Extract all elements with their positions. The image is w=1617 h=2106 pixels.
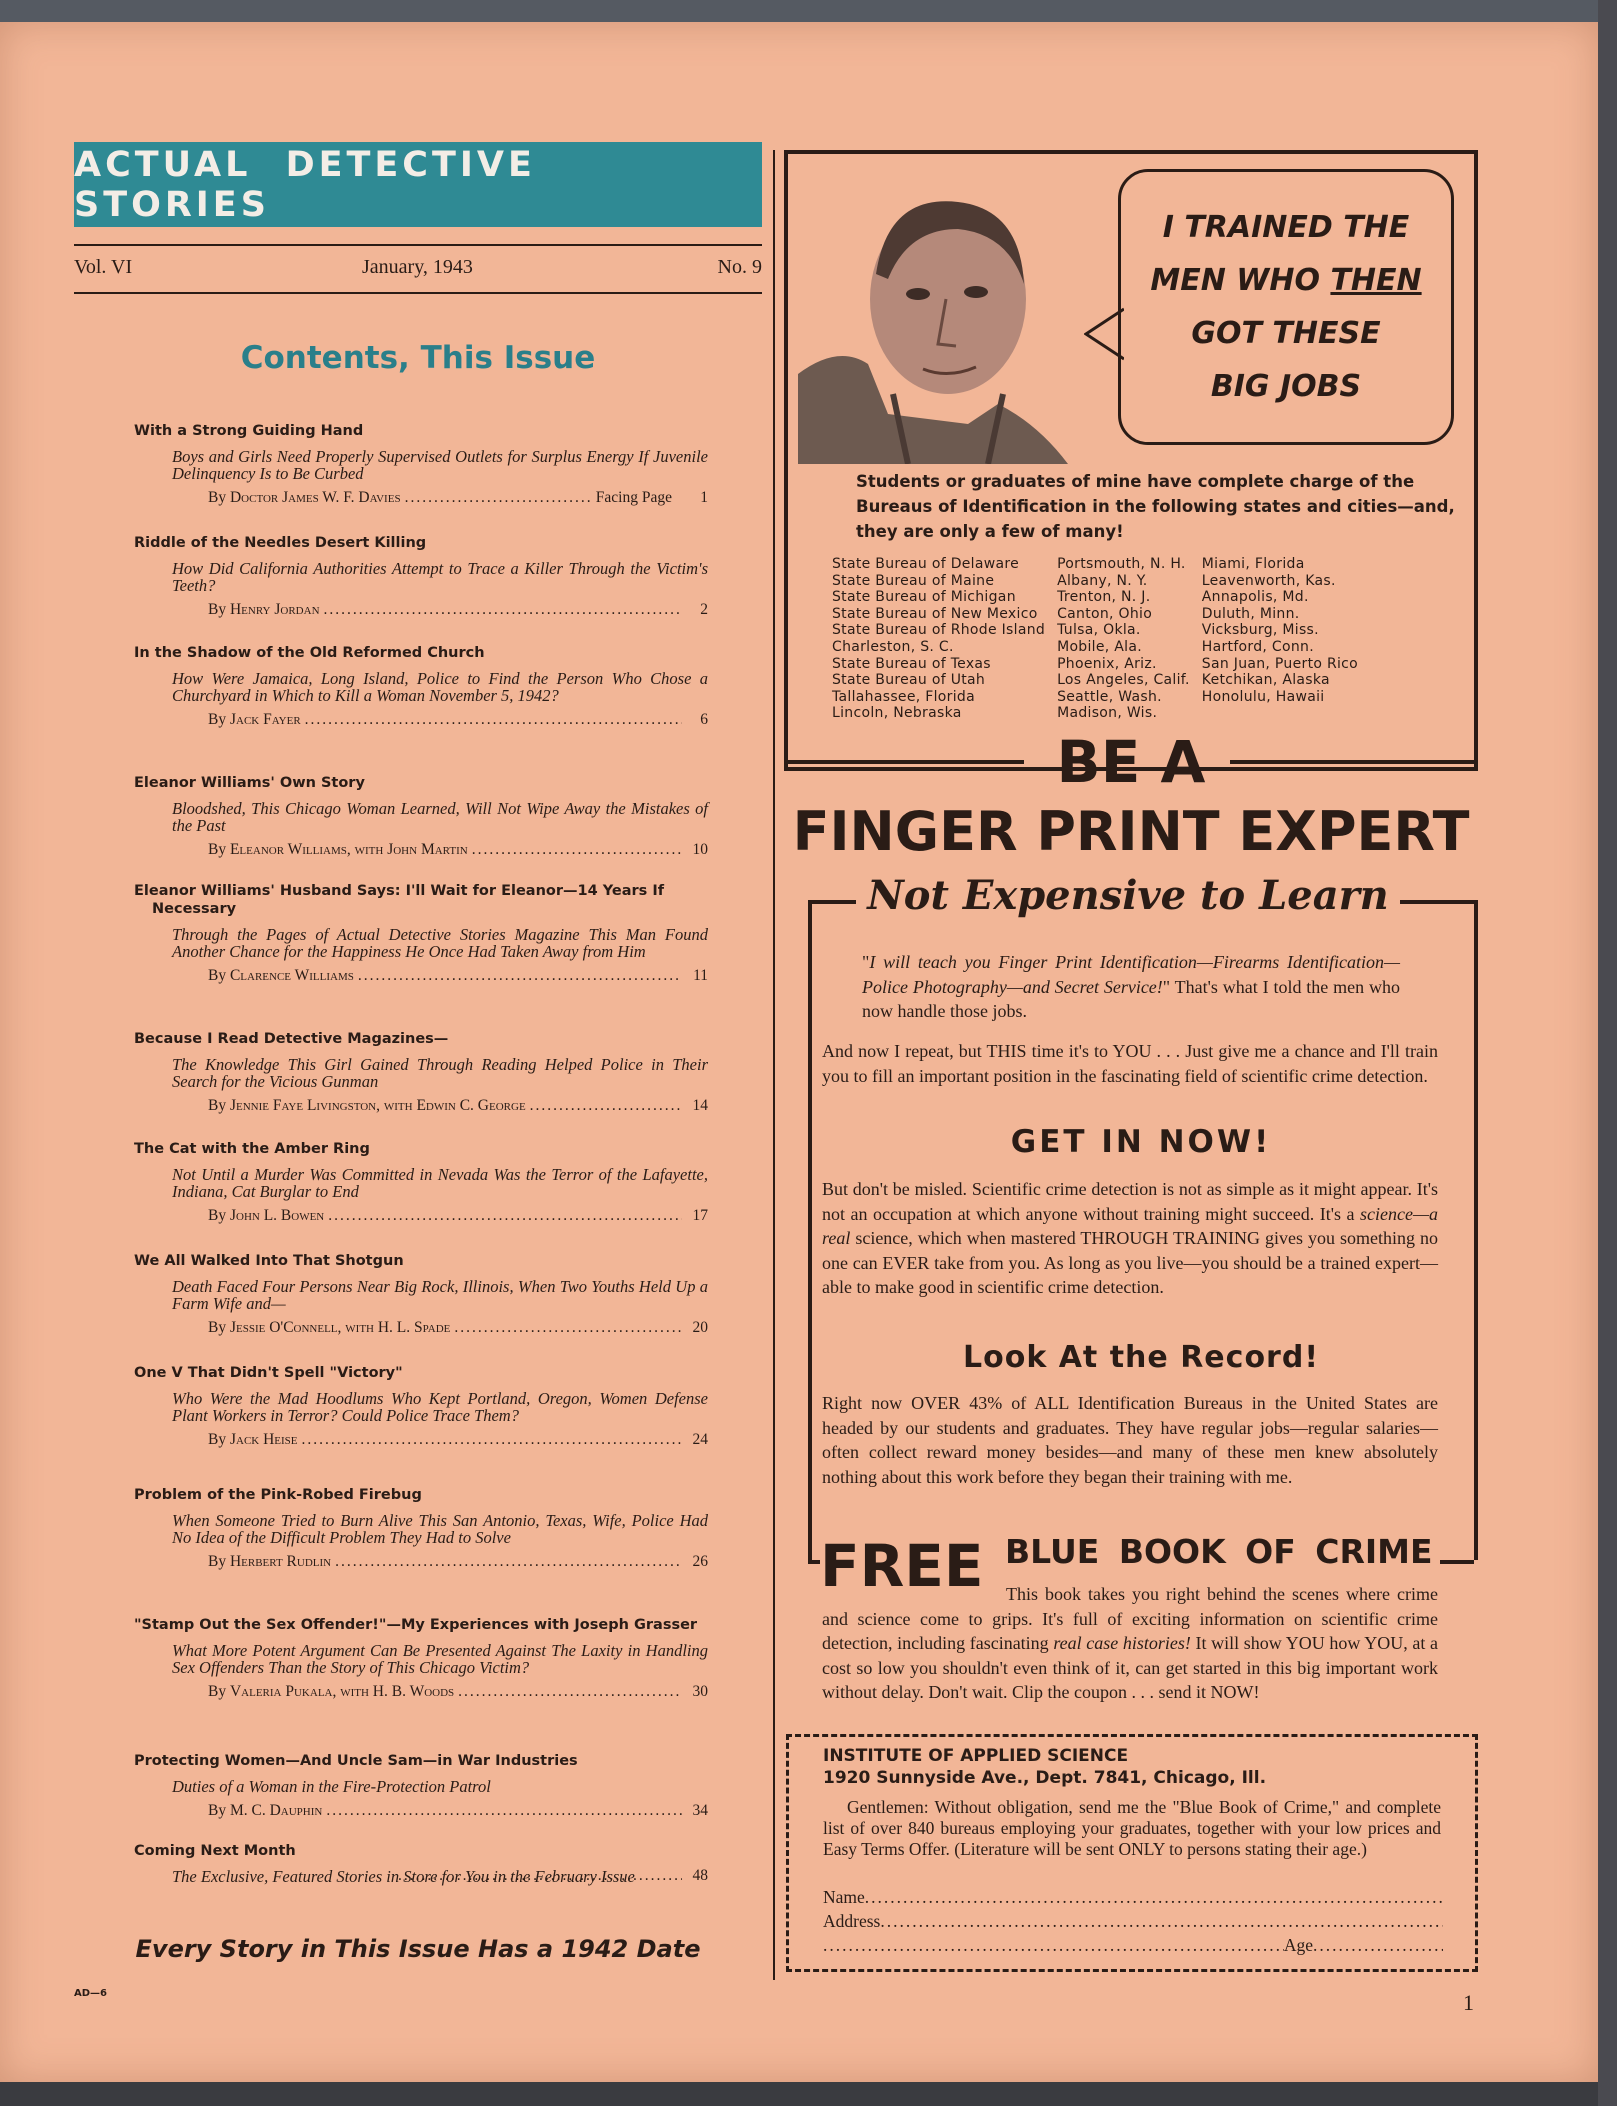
- toc-entry-description: Not Until a Murder Was Committed in Nevada Was the Terror of the Lafayette, Indiana, Cat Burglar to End: [172, 1165, 708, 1201]
- city-item: State Bureau of Maine: [832, 572, 995, 589]
- bubble-line-1: I TRAINED THE: [1162, 210, 1410, 245]
- toc-entry-author: M. C. Dauphin: [229, 1802, 323, 1819]
- toc-entry-page: 17: [692, 1207, 708, 1224]
- toc-entry-description: What More Potent Argument Can Be Presented Against The Laxity in Handling Sex Offenders Than the Story of This Chicago Victim?: [172, 1641, 708, 1677]
- toc-entry-byline: [134, 1319, 708, 1337]
- contents-footer: Every Story in This Issue Has a 1942 Date: [135, 1935, 701, 1963]
- ad-quote: "I will teach you Finger Print Identification—Firearms Identification—Police Photography—and Secret Service!" That's what I told the men who now handle those jobs.: [862, 952, 1400, 1021]
- toc-entry: [134, 1842, 708, 1885]
- ad-top-box: [784, 150, 1478, 771]
- toc-entry-title: Eleanor Williams' Husband Says: I'll Wait for Eleanor—14 Years If Necessary: [134, 883, 665, 917]
- toc-entry-title: Riddle of the Needles Desert Killing: [134, 535, 427, 551]
- by-label: By: [208, 711, 227, 728]
- toc-entry-page: 6: [700, 711, 708, 728]
- by-label: By: [208, 1097, 227, 1114]
- city-item: Honolulu, Hawaii: [1201, 688, 1325, 705]
- city-item: Hartford, Conn.: [1201, 638, 1314, 655]
- toc-entry-author: Jennie Faye Livingston, with Edwin C. George: [229, 1097, 526, 1114]
- issue-info-row: [74, 244, 762, 294]
- by-label: By: [208, 967, 227, 984]
- toc-entry-title: One V That Didn't Spell "Victory": [134, 1365, 403, 1381]
- by-label: By: [208, 841, 227, 858]
- toc-entry-byline: [134, 841, 708, 859]
- toc-entry-page: 14: [692, 1097, 708, 1114]
- leader-dots: [472, 841, 682, 859]
- by-label: By: [208, 489, 227, 506]
- cities-list: [832, 556, 1462, 722]
- toc-entry-description: Boys and Girls Need Properly Supervised Outlets for Surplus Energy If Juvenile Delinquency Is to Be Curbed: [172, 447, 708, 483]
- ad-code: AD—6: [74, 1988, 107, 1999]
- toc-entry-description: Through the Pages of Actual Detective Stories Magazine This Man Found Another Chance for the Happiness He Once Had Taken Away from Him: [172, 925, 708, 961]
- city-item: Lincoln, Nebraska: [832, 705, 962, 722]
- toc-entry-byline: [134, 1431, 708, 1449]
- institute-name: INSTITUTE OF APPLIED SCIENCE: [823, 1746, 1129, 1766]
- toc-entry-description: Death Faced Four Persons Near Big Rock, Illinois, When Two Youths Held Up a Farm Wife and—: [172, 1277, 708, 1313]
- toc-entry-title: Problem of the Pink-Robed Firebug: [134, 1487, 422, 1503]
- page-number: 1: [1463, 1990, 1474, 2015]
- name-line[interactable]: [865, 1887, 1443, 1908]
- volume: Vol. VI: [74, 256, 133, 278]
- toc-entry-page: 24: [692, 1431, 708, 1448]
- leader-dots: [324, 601, 682, 619]
- toc-entry-author: Valeria Pukala, with H. B. Woods: [229, 1683, 455, 1700]
- toc-entry-description: The Knowledge This Girl Gained Through Reading Helped Police in Their Search for the Vicious Gunman: [172, 1055, 708, 1091]
- box-rule-left: [808, 900, 856, 904]
- column-divider: [773, 150, 775, 1980]
- toc-entry-title: In the Shadow of the Old Reformed Church: [134, 645, 485, 661]
- toc-entry: [134, 1252, 708, 1337]
- ad-paragraph-3: Right now OVER 43% of ALL Identification Bureaus in the United States are headed by our students and graduates. They have regular jobs—regular salaries—often collect reward money besides—and many of these men knew absolutely nothing about this work before they began their training with me.: [822, 1393, 1438, 1487]
- free-rule-right: [1440, 1560, 1474, 1564]
- leader-dots: [305, 711, 682, 729]
- toc-entry-author: Eleanor Williams, with John Martin: [229, 841, 468, 858]
- ad-intro: Students or graduates of mine have complete charge of the Bureaus of Identification in the following states and cities—and, they are only a few of many!: [856, 472, 1455, 541]
- toc-entry-byline: [134, 711, 708, 729]
- contents-heading: Contents, This Issue: [240, 340, 596, 376]
- order-coupon[interactable]: [786, 1734, 1478, 1972]
- free-heading: FREE: [820, 1532, 984, 1600]
- masthead: [74, 142, 762, 227]
- city-item: Mobile, Ala.: [1057, 638, 1142, 655]
- toc-entry: [134, 1140, 708, 1225]
- leader-dots: [335, 1553, 682, 1571]
- issue-number: No. 9: [717, 256, 762, 278]
- magazine-page: [0, 22, 1598, 2082]
- box-rule-right: [1400, 900, 1474, 904]
- toc-entry: [134, 774, 708, 859]
- ad-paragraph-1: And now I repeat, but THIS time it's to YOU . . . Just give me a chance and I'll train you to fill an important position in the fascinating field of scientific crime detection.: [822, 1041, 1438, 1086]
- by-label: By: [208, 601, 227, 618]
- address-label: Address: [823, 1911, 881, 1931]
- city-item: Miami, Florida: [1201, 556, 1305, 572]
- leader-dots: [302, 1431, 682, 1449]
- speech-bubble: [1118, 169, 1454, 445]
- institute-address: 1920 Sunnyside Ave., Dept. 7841, Chicago, Ill.: [823, 1768, 1267, 1788]
- toc-entry-title: With a Strong Guiding Hand: [134, 423, 364, 439]
- city-item: Charleston, S. C.: [832, 638, 954, 655]
- toc-entry-author: John L. Bowen: [229, 1207, 325, 1224]
- finger-print-expert-headline: FINGER PRINT EXPERT: [792, 800, 1470, 863]
- toc-entry-byline: [134, 489, 708, 507]
- toc-entry-byline: [134, 967, 708, 985]
- toc-entry-description: How Did California Authorities Attempt to Trace a Killer Through the Victim's Teeth?: [172, 559, 708, 595]
- city-item: Seattle, Wash.: [1057, 688, 1162, 705]
- city-item: State Bureau of Texas: [832, 655, 991, 672]
- be-a-heading: BE A: [1056, 728, 1206, 796]
- city-item: Madison, Wis.: [1057, 705, 1158, 722]
- city-item: Annapolis, Md.: [1201, 589, 1309, 606]
- toc-entry-title: "Stamp Out the Sex Offender!"—My Experiences with Joseph Grasser: [134, 1617, 698, 1633]
- toc-entry-description: Duties of a Woman in the Fire-Protection Patrol: [172, 1777, 491, 1796]
- toc-entry: [134, 1752, 708, 1820]
- blue-book-heading: BLUE BOOK OF CRIME: [1005, 1532, 1433, 1571]
- by-label: By: [208, 1319, 227, 1336]
- toc-entry-byline: [134, 1207, 708, 1225]
- by-label: By: [208, 1683, 227, 1700]
- leader-dots: [398, 1867, 682, 1885]
- coupon-name-field[interactable]: [823, 1887, 1443, 1908]
- toc-entry: [134, 882, 708, 985]
- city-item: Vicksburg, Miss.: [1201, 622, 1319, 639]
- coupon-age-field[interactable]: [823, 1935, 1443, 1956]
- city-item: San Juan, Puerto Rico: [1201, 655, 1359, 672]
- toc-entry-note: Facing Page: [595, 489, 672, 506]
- city-item: Leavenworth, Kas.: [1201, 572, 1336, 589]
- magazine-title: ACTUAL DETECTIVE STORIES: [74, 144, 536, 225]
- toc-entry-byline: [134, 1683, 708, 1701]
- toc-entry-description: When Someone Tried to Burn Alive This San Antonio, Texas, Wife, Police Had No Idea of the Difficult Problem They Had to Solve: [172, 1511, 708, 1547]
- coupon-text: Gentlemen: Without obligation, send me the "Blue Book of Crime," and complete list of over 840 bureaus employing your graduates, together with your low prices and Easy Terms Offer. (Literature will be sent ONLY to persons stating their age.): [823, 1797, 1441, 1859]
- by-label: By: [208, 1431, 227, 1448]
- bubble-line-2: MEN WHO THEN: [1150, 263, 1422, 298]
- toc-entry: [134, 1616, 708, 1701]
- toc-entry: [134, 422, 708, 507]
- city-item: Tulsa, Okla.: [1057, 622, 1141, 639]
- city-item: State Bureau of Michigan: [832, 589, 1016, 606]
- city-item: Ketchikan, Alaska: [1201, 672, 1330, 689]
- toc-entry-author: Jack Heise: [229, 1431, 298, 1448]
- toc-entry-author: Clarence Williams: [229, 967, 354, 984]
- toc-entry-byline: [134, 1097, 708, 1115]
- coupon-address-block: [823, 1745, 1266, 1789]
- toc-entry: [134, 644, 708, 729]
- by-label: By: [208, 1553, 227, 1570]
- toc-entry-description: Bloodshed, This Chicago Woman Learned, Will Not Wipe Away the Mistakes of the Past: [172, 799, 708, 835]
- toc-entry-author: Henry Jordan: [229, 601, 320, 618]
- toc-entry-author: Jack Fayer: [229, 711, 301, 728]
- toc-entry: [134, 534, 708, 619]
- leader-dots: [458, 1683, 682, 1701]
- toc-entry: [134, 1364, 708, 1449]
- leader-dots: [328, 1207, 682, 1225]
- address-line[interactable]: [880, 1911, 1443, 1932]
- scan-top-border: [0, 0, 1617, 22]
- toc-entry-byline: [134, 601, 708, 619]
- age-label: Age: [1283, 1935, 1313, 1955]
- toc-entry-author: Doctor James W. F. Davies: [229, 489, 401, 506]
- free-rule-left: [808, 1560, 820, 1564]
- city-item: State Bureau of Delaware: [832, 556, 1020, 572]
- city-item: Canton, Ohio: [1057, 605, 1153, 622]
- city-item: State Bureau of Rhode Island: [832, 622, 1046, 639]
- toc-entry-description: Who Were the Mad Hoodlums Who Kept Portland, Oregon, Women Defense Plant Workers in Terror? Could Police Trace Them?: [172, 1389, 708, 1425]
- toc-entry-page: 34: [692, 1802, 708, 1819]
- toc-entry-byline: [134, 1802, 708, 1820]
- city-item: Tallahassee, Florida: [832, 688, 975, 705]
- get-in-now-heading: GET IN NOW!: [1010, 1124, 1272, 1160]
- name-label: Name: [823, 1887, 865, 1907]
- city-item: Los Angeles, Calif.: [1057, 672, 1190, 689]
- city-item: Phoenix, Ariz.: [1057, 655, 1157, 672]
- by-label: By: [208, 1207, 227, 1224]
- scan-right-border: [1598, 0, 1617, 2106]
- ad-paragraph-2: But don't be misled. Scientific crime detection is not as simple as it might appear. It's not an occupation at which anyone without training might succeed. It's a science—a real science, which when mastered THROUGH TRAINING gives you something no one can EVER take from you. As long as you live—you should be a trained expert—able to make good in scientific crime detection.: [822, 1179, 1438, 1297]
- city-item: Albany, N. Y.: [1057, 572, 1148, 589]
- leader-dots: [454, 1319, 682, 1337]
- city-item: Portsmouth, N. H.: [1057, 556, 1186, 572]
- leader-dots: [530, 1097, 682, 1115]
- instructor-photo: [798, 174, 1068, 464]
- toc-entry-title: Because I Read Detective Magazines—: [134, 1031, 449, 1047]
- toc-entry-page: 30: [692, 1683, 708, 1700]
- toc-entry-title: The Cat with the Amber Ring: [134, 1141, 370, 1157]
- age-line[interactable]: [1313, 1935, 1443, 1956]
- leader-dots: [405, 489, 592, 507]
- toc-entry-author: Jessie O'Connell, with H. L. Spade: [229, 1319, 451, 1336]
- city-item: Duluth, Minn.: [1201, 605, 1300, 622]
- bubble-line-3: GOT THESE: [1191, 316, 1381, 351]
- toc-entry-page: 26: [692, 1553, 708, 1570]
- city-item: Trenton, N. J.: [1057, 589, 1151, 606]
- toc-entry-title: Eleanor Williams' Own Story: [134, 775, 365, 791]
- toc-entry-title: Protecting Women—And Uncle Sam—in War Industries: [134, 1753, 578, 1769]
- toc-entry-author: Herbert Rudlin: [229, 1553, 332, 1570]
- not-expensive-subhead: Not Expensive to Learn: [867, 872, 1389, 919]
- toc-entry-byline: [134, 1553, 708, 1571]
- toc-entry-page: 48: [692, 1867, 708, 1884]
- cities-column: [1202, 556, 1358, 722]
- toc-entry: [134, 1030, 708, 1115]
- city-item: State Bureau of New Mexico: [832, 605, 1038, 622]
- ad-paragraph-4: This book takes you right behind the scenes where crime and science come to grips. It's full of exciting information on scientific crime detection, including fascinating real case histories! It will show YOU how YOU, at a cost so low you shouldn't even think of it, can get started in this big important work without delay. Don't wait. Clip the coupon . . . send it NOW!: [822, 1584, 1439, 1702]
- coupon-address-field[interactable]: [823, 1911, 1443, 1932]
- toc-entry-description: The Exclusive, Featured Stories in Store for You in the February Issue: [172, 1867, 635, 1886]
- city-line[interactable]: [823, 1935, 1284, 1956]
- issue-date: January, 1943: [362, 256, 473, 278]
- cities-column: [832, 556, 1045, 722]
- toc-entry-title: Coming Next Month: [134, 1843, 296, 1859]
- cities-column: [1057, 556, 1190, 722]
- look-at-record-heading: Look At the Record!: [962, 1340, 1320, 1375]
- toc-entry: [134, 1486, 708, 1571]
- toc-entry-page: 10: [692, 841, 708, 858]
- toc-entry-title: We All Walked Into That Shotgun: [134, 1253, 404, 1269]
- toc-entry-page: 1: [700, 489, 708, 506]
- leader-dots: [358, 967, 682, 985]
- leader-dots: [326, 1802, 682, 1820]
- bubble-line-4: BIG JOBS: [1210, 369, 1362, 404]
- toc-entry-page: 2: [700, 601, 708, 618]
- toc-entry-page: 11: [693, 967, 708, 984]
- toc-entry-description: How Were Jamaica, Long Island, Police to Find the Person Who Chose a Churchyard in Which to Kill a Woman November 5, 1942?: [172, 669, 708, 705]
- city-item: State Bureau of Utah: [832, 672, 986, 689]
- toc-entry-page: 20: [692, 1319, 708, 1336]
- by-label: By: [208, 1802, 227, 1819]
